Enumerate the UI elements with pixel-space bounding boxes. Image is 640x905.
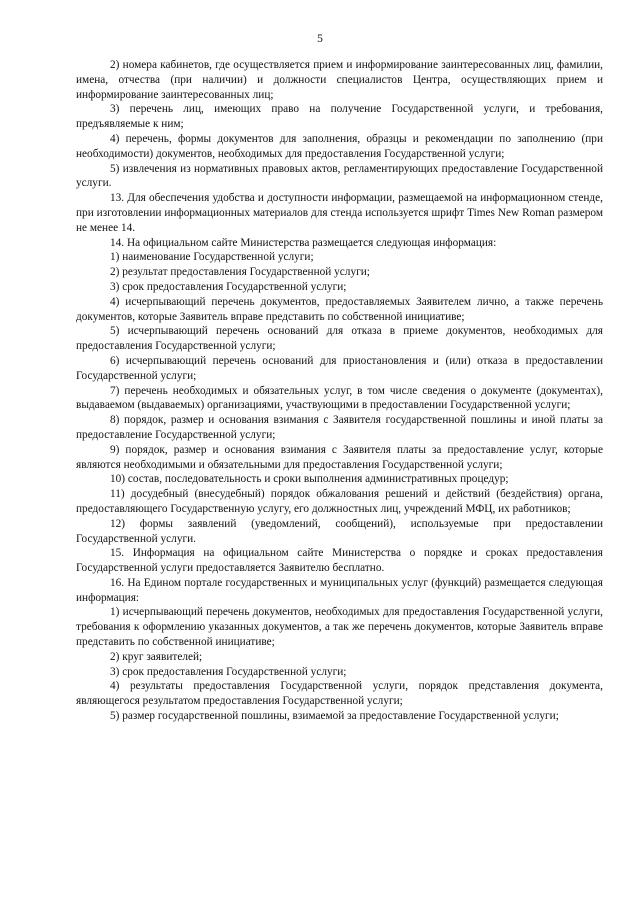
paragraph: 5) исчерпывающий перечень оснований для отказа в приеме документов, необходимых для предоставления Государственной услуги; (76, 325, 603, 353)
paragraph: 8) порядок, размер и основания взимания с Заявителя государственной пошлины и иной платы за предоставление Государственной услуги; (76, 414, 603, 441)
paragraph: 15. Информация на официальном сайте Министерства о порядке и сроках предоставления Государственной услуги предоставляется Заявителю бесплатно. (76, 547, 603, 575)
paragraph: 10) состав, последовательность и сроки выполнения административных процедур; (110, 473, 509, 486)
paragraph: 6) исчерпывающий перечень оснований для приостановления и (или) отказа в предоставлении Государственной услуги; (76, 354, 603, 382)
document-body (76, 58, 603, 724)
paragraph: 3) срок предоставления Государственной услуги; (110, 280, 347, 293)
paragraph: 3) перечень лиц, имеющих право на получение Государственной услуги, и требования, предъявляемые к ним; (76, 103, 603, 131)
paragraph: 3) срок предоставления Государственной услуги; (110, 665, 347, 678)
paragraph: 1) наименование Государственной услуги; (110, 251, 314, 264)
paragraph: 2) номера кабинетов, где осуществляется прием и информирование заинтересованных лиц, фамилии, имена, отчества (при наличии) и должности специалистов Центра, осуществляющих прием и информирование заинтересованных лиц; (76, 59, 603, 101)
paragraph: 13. Для обеспечения удобства и доступности информации, размещаемой на информационном стенде, при изготовлении информационных материалов для стенда используется шрифт Times New Roman размером не менее 14. (76, 192, 603, 234)
paragraph: 16. На Едином портале государственных и муниципальных услуг (функций) размещается следующая информация: (76, 576, 603, 604)
paragraph: 9) порядок, размер и основания взимания с Заявителя платы за предоставление услуг, которые являются необходимыми и обязательными для предоставления Государственной услуги; (76, 443, 603, 471)
paragraph: 4) результаты предоставления Государственной услуги, порядок представления документа, являющегося результатом предоставления Государственной услуги; (76, 680, 603, 708)
page-number: 5 (317, 33, 323, 45)
paragraph: 14. На официальном сайте Министерства размещается следующая информация: (110, 236, 497, 249)
paragraph: 12) формы заявлений (уведомлений, сообщений), используемые при предоставлении Государственной услуги. (76, 517, 603, 545)
paragraph: 11) досудебный (внесудебный) порядок обжалования решений и действий (бездействия) органа, предоставляющего Государственную услугу, его должностных лиц, учреждений МФЦ, их работников; (76, 488, 603, 515)
paragraph: 4) перечень, формы документов для заполнения, образцы и рекомендации по заполнению (при необходимости) документов, необходимых для предоставления Государственной услуги; (76, 132, 603, 160)
paragraph: 7) перечень необходимых и обязательных услуг, в том числе сведения о документе (документах), выдаваемом (выдаваемых) организациями, участвующими в предоставлении Государственной услуги; (76, 384, 603, 412)
paragraph: 5) размер государственной пошлины, взимаемой за предоставление Государственной услуги; (110, 710, 559, 723)
paragraph: 2) круг заявителей; (110, 650, 203, 663)
paragraph: 1) исчерпывающий перечень документов, необходимых для предоставления Государственной услуги, требования к оформлению указанных документов, а так же перечень документов, которые Заявитель вправе представить по собственной инициативе; (76, 606, 603, 649)
paragraph: 4) исчерпывающий перечень документов, предоставляемых Заявителем лично, а также перечень документов, которые Заявитель вправе представить по собственной инициативе; (76, 295, 603, 323)
paragraph: 2) результат предоставления Государственной услуги; (110, 266, 370, 279)
paragraph: 5) извлечения из нормативных правовых актов, регламентирующих предоставление Государственной услуги. (76, 162, 603, 190)
